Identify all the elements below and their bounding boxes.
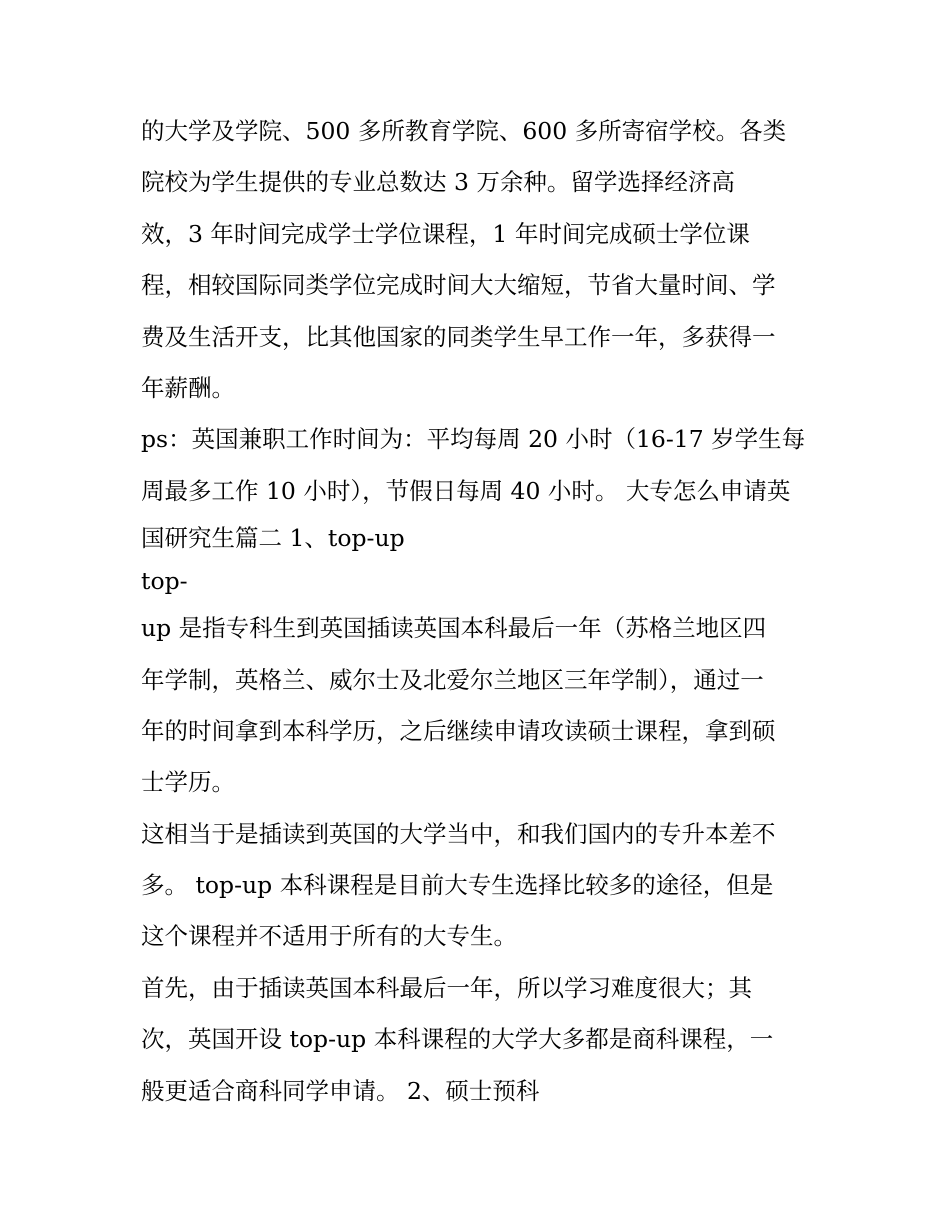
text-line: 年学制，英格兰、威尔士及北爱尔兰地区三年学制），通过一 [141, 665, 764, 694]
text-line: 次，英国开设 top-up 本科课程的大学大多都是商科课程，一 [141, 1025, 774, 1054]
text-line: up 是指专科生到英国插读英国本科最后一年（苏格兰地区四 [141, 614, 767, 643]
document-page [141, 106, 813, 1117]
text-line: 般更适合商科同学申请。 2、硕士预科 [141, 1076, 540, 1105]
text-line: 费及生活开支，比其他国家的同类学生早工作一年，多获得一 [141, 322, 776, 351]
text-line: 这个课程并不适用于所有的大专生。 [141, 922, 517, 951]
text-line: 首先，由于插读英国本科最后一年，所以学习难度很大；其 [141, 973, 752, 1002]
text-line: top- [141, 567, 188, 596]
text-line: 程，相较国际同类学位完成时间大大缩短，节省大量时间、学 [141, 271, 776, 300]
text-line: 士学历。 [141, 768, 235, 797]
text-line: 年的时间拿到本科学历，之后继续申请攻读硕士课程，拿到硕 [141, 716, 776, 745]
text-line: 院校为学生提供的专业总数达 3 万余种。留学选择经济高 [141, 168, 735, 197]
text-line: ps：英国兼职工作时间为：平均每周 20 小时（16-17 岁学生每 [141, 425, 806, 454]
text-line: 多。 top-up 本科课程是目前大专生选择比较多的途径，但是 [141, 871, 774, 900]
text-line: 效，3 年时间完成学士学位课程，1 年时间完成硕士学位课 [141, 219, 750, 248]
text-line: 的大学及学院、500 多所教育学院、600 多所寄宿学校。各类 [141, 117, 787, 145]
text-line: 周最多工作 10 小时），节假日每周 40 小时。 大专怎么申请英 [141, 476, 791, 505]
text-line: 国研究生篇二 1、top-up [141, 524, 405, 553]
text-line: 年薪酬。 [141, 373, 235, 402]
text-line: 这相当于是插读到英国的大学当中，和我们国内的专升本差不 [141, 819, 776, 848]
